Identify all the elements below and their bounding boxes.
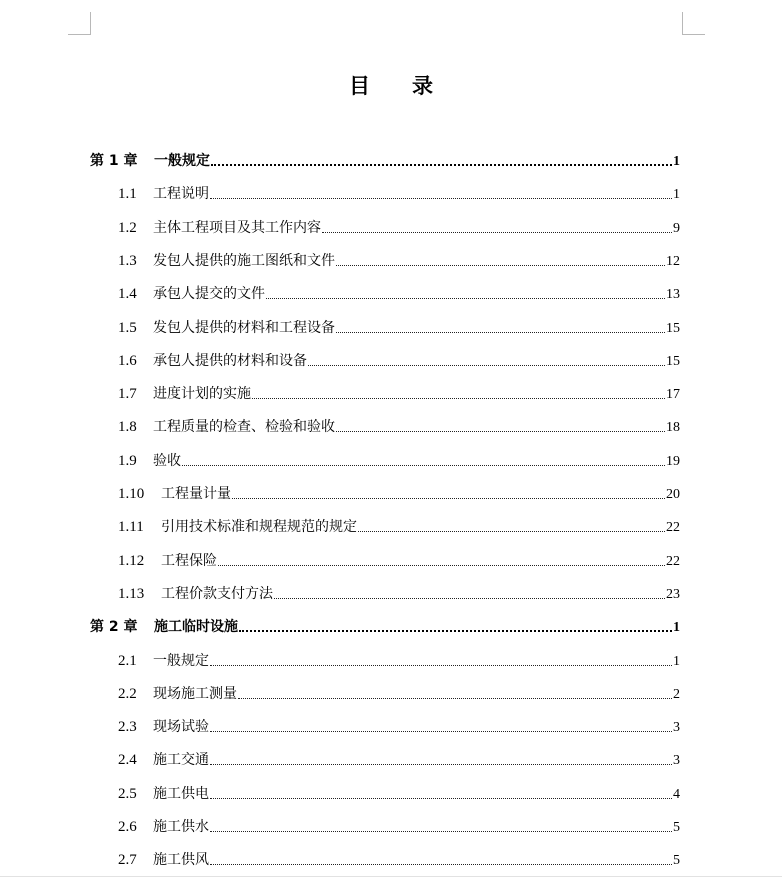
toc-page-number: 5 xyxy=(673,853,680,869)
toc-section-entry[interactable] xyxy=(118,270,680,303)
page-title xyxy=(0,70,782,100)
toc-dot-leader xyxy=(274,597,665,599)
page-bottom-edge xyxy=(0,876,782,877)
toc-section-entry[interactable] xyxy=(118,836,680,869)
toc-section-entry[interactable] xyxy=(118,403,680,436)
toc-dot-leader xyxy=(232,497,665,499)
toc-page-number: 3 xyxy=(673,720,680,736)
toc-dot-leader xyxy=(210,830,672,832)
toc-page-number: 15 xyxy=(666,320,680,336)
title-char-1: 目 xyxy=(349,74,370,98)
toc-entry-label: 引用技术标准和规程规范的规定 xyxy=(161,519,357,536)
toc-section-entry[interactable] xyxy=(118,470,680,503)
toc-dot-leader xyxy=(210,730,672,732)
toc-entry-label: 一般规定 xyxy=(153,652,209,669)
toc-entry-number: 2.6 xyxy=(118,819,137,835)
toc-page-number: 1 xyxy=(673,154,680,169)
toc-page-number: 2 xyxy=(673,686,680,702)
toc-entry-label: 工程量计量 xyxy=(161,486,231,502)
toc-page-number: 9 xyxy=(673,220,680,236)
toc-dot-leader xyxy=(252,397,665,399)
toc-entry-label: 工程质量的检查、检验和验收 xyxy=(153,419,335,436)
toc-page-number: 19 xyxy=(666,453,680,469)
toc-page-number: 17 xyxy=(666,387,680,403)
toc-dot-leader xyxy=(266,297,665,299)
toc-dot-leader xyxy=(210,664,672,666)
toc-dot-leader xyxy=(322,231,672,233)
toc-entry-number: 1.8 xyxy=(118,419,137,436)
toc-entry-label: 承包人提交的文件 xyxy=(153,286,265,303)
toc-entry-label: 施工供风 xyxy=(153,852,209,869)
toc-dot-leader xyxy=(358,530,665,532)
toc-section-entry[interactable] xyxy=(118,237,680,270)
toc-page-number: 12 xyxy=(666,253,680,269)
toc-entry-number: 1.9 xyxy=(118,452,137,469)
toc-entry-label: 现场施工测量 xyxy=(153,685,237,702)
toc-page-number: 22 xyxy=(666,520,680,536)
toc-entry-number: 第 1 章 xyxy=(90,153,138,169)
toc-entry-number: 2.1 xyxy=(118,652,137,669)
toc-section-entry[interactable] xyxy=(118,670,680,703)
toc-section-entry[interactable] xyxy=(118,337,680,370)
toc-dot-leader xyxy=(210,763,672,765)
toc-entry-label: 现场试验 xyxy=(153,719,209,736)
toc-section-entry[interactable] xyxy=(118,803,680,836)
toc-entry-number: 第 2 章 xyxy=(90,619,138,636)
toc-page-number: 1 xyxy=(673,620,680,636)
toc-page-number: 23 xyxy=(666,586,680,602)
toc-entry-number: 2.7 xyxy=(118,852,137,869)
toc-entry-label: 工程保险 xyxy=(161,552,217,569)
toc-page-number: 1 xyxy=(673,187,680,203)
toc-entry-label: 施工供水 xyxy=(153,819,209,835)
toc-page-number: 1 xyxy=(673,653,680,669)
toc-page-number: 22 xyxy=(666,553,680,569)
toc-page-number: 4 xyxy=(673,786,680,802)
toc-entry-label: 承包人提供的材料和设备 xyxy=(153,352,307,369)
toc-entry-label: 发包人提供的材料和工程设备 xyxy=(153,319,335,336)
toc-entry-number: 2.5 xyxy=(118,785,137,802)
toc-section-entry[interactable] xyxy=(118,703,680,736)
toc-dot-leader xyxy=(182,464,665,466)
toc-entry-label: 主体工程项目及其工作内容 xyxy=(153,219,321,236)
toc-entry-number: 1.11 xyxy=(118,519,144,536)
toc-section-entry[interactable] xyxy=(118,736,680,769)
toc-dot-leader xyxy=(238,697,672,699)
toc-dot-leader xyxy=(239,629,672,632)
toc-entry-number: 1.4 xyxy=(118,286,137,303)
toc-section-entry[interactable] xyxy=(118,537,680,570)
toc-section-entry[interactable] xyxy=(118,437,680,470)
toc-entry-number: 1.7 xyxy=(118,386,137,403)
toc-dot-leader xyxy=(210,863,672,865)
toc-chapter-entry[interactable] xyxy=(90,137,680,170)
toc-page-number: 15 xyxy=(666,353,680,369)
toc-entry-number: 2.3 xyxy=(118,719,137,736)
margin-corner-top-right xyxy=(682,12,705,35)
toc-entry-label: 验收 xyxy=(153,452,181,469)
toc-entry-label: 工程说明 xyxy=(153,186,209,203)
toc-section-entry[interactable] xyxy=(118,204,680,237)
toc-section-entry[interactable] xyxy=(118,503,680,536)
toc-section-entry[interactable] xyxy=(118,304,680,337)
toc-dot-leader xyxy=(210,797,672,799)
toc-entry-label: 一般规定 xyxy=(154,153,210,169)
toc-entry-number: 1.10 xyxy=(118,486,145,502)
toc-entry-label: 工程价款支付方法 xyxy=(161,585,273,602)
toc-dot-leader xyxy=(336,331,665,333)
toc-dot-leader xyxy=(211,163,672,166)
toc-section-entry[interactable] xyxy=(118,570,680,603)
toc-section-entry[interactable] xyxy=(118,770,680,803)
toc-entry-number: 1.5 xyxy=(118,319,137,336)
toc-entry-label: 施工临时设施 xyxy=(154,619,238,636)
toc-entry-label: 发包人提供的施工图纸和文件 xyxy=(153,252,335,269)
toc-dot-leader xyxy=(308,364,665,366)
toc-entry-label: 进度计划的实施 xyxy=(153,386,251,403)
toc-section-entry[interactable] xyxy=(118,170,680,203)
toc-section-entry[interactable] xyxy=(118,637,680,670)
toc-entry-number: 1.12 xyxy=(118,552,145,569)
toc-dot-leader xyxy=(336,264,665,266)
toc-entry-number: 2.4 xyxy=(118,752,137,769)
toc-dot-leader xyxy=(336,430,665,432)
margin-corner-top-left xyxy=(68,12,91,35)
toc-page-number: 18 xyxy=(666,420,680,436)
toc-entry-number: 1.1 xyxy=(118,186,137,203)
toc-entry-number: 2.2 xyxy=(118,685,137,702)
toc-section-entry[interactable] xyxy=(118,370,680,403)
toc-page-number: 20 xyxy=(666,487,680,502)
toc-page-number: 5 xyxy=(673,820,680,835)
toc-entry-number: 1.3 xyxy=(118,252,137,269)
toc-entry-label: 施工交通 xyxy=(153,752,209,769)
toc-entry-number: 1.13 xyxy=(118,585,145,602)
toc-dot-leader xyxy=(218,564,665,566)
toc-chapter-entry[interactable] xyxy=(90,603,680,636)
title-char-2: 录 xyxy=(412,74,433,98)
toc-entry-number: 1.2 xyxy=(118,219,137,236)
toc-entry-number: 1.6 xyxy=(118,352,137,369)
toc-entry-label: 施工供电 xyxy=(153,785,209,802)
toc-dot-leader xyxy=(210,197,672,199)
toc-page-number: 13 xyxy=(666,287,680,303)
toc-page-number: 3 xyxy=(673,753,680,769)
